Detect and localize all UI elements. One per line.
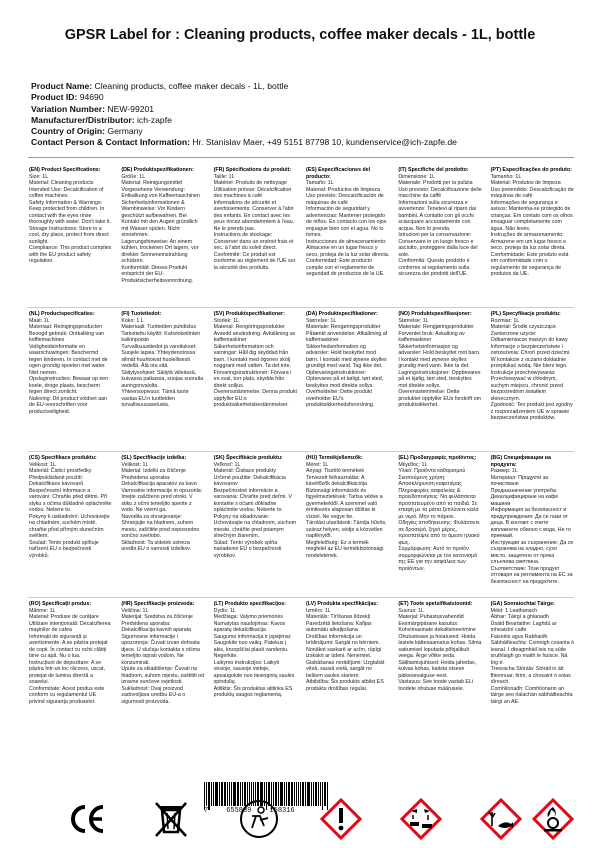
spec-cell-no: (NO) Produktspesifikasjoner: Størrelse: 1L Materiale: Rengjøringsprodukter Forventet bruk: Avkalking av kaffemaskiner Sikkerhetsinformasjon og advarsler: Hold beskyttet mot barn. I kontakt med øynene skylles grundig med vann. Ikke ta det. Lagringsinstruksjoner: Oppbevares på et kjølig, tørt sted, beskyttes mot direkte sollys. Overensstemmelse: Dette produktet oppfyller EUs forskrift om produktsikkerhet. [398,311,482,408]
spec-cell-nl: (NL) Productspecificaties: Maat: 1L Materiaal: Reinigingsproducten Beoogd gebruik: Ontkalking van koffiemachines Veiligheidsinformatie en waarschuwingen: Beschermd tegen kinderen. In contact met de ogen grondig spoelen met water. Niet nemen. Opslaginstructies: Bewaar op een koele, droge plaats, bescherm tegen direct zonlicht. Naleving: Dit product voldoet aan de EU-voorschriften voor productveiligheid. [29,311,109,415]
ghs03-oxidizing-pictogram-icon [532,798,574,840]
info-product-id: Product ID: 94690 [31,92,104,103]
spec-cell-bg: (BG) Спецификации на продукта: Размер: 1L Материал: Продукти за почистване Предназначение употреба: Декалцифициране на кафе машини Информация за безопасност и предупреждения: Да се пази от деца. В контакт с очите изплакнете обилно с вода. Не го приемай. Инструкции за съхранение: Да се съхранява на хладно, сухо място, защитено от пряка слънчева светлина. Съответствие: Този продукт отговаря на регламента на ЕС за безопасност на продуктите. [490,455,574,585]
spec-cell-lv: (LV) Produkta specifikācijas: Izmērs: 1L Materiāls: Tīrīšanas līdzekļi Paredzētā lietošana: Kafijas automātu atkaļķošana Drošības informācija un brīdinājumi: Sargāt no bērniem. Nonākot saskarē ar acīm, rūpīgi izskalot ar ūdeni. Nenemiet. Glabāšanas norādījumi: Uzglabāt vēsā, sausā vietā, sargāt no tiešiem saules stariem. Atbilstība: Šis produkts atbilst ES produktu drošības regulai. [306,601,385,692]
spec-cell-lt: (LT) Produkto specifikacijos: Dydis: 1L Medžiaga: Valymo priemonės Numatytas naudojimas: Kavos aparatų dekalcifikacija Saugumo informacija ir įspėjimai: Saugokite nuo vaikų. Patekus į akis, kruopščiai plauti vandeniu. Negerkite. Laikymo instrukcijos: Laikyti vėsioje, sausoje vietoje, apsaugokite nuo tiesioginių saulės spindulių. Atitiktis: Šis produktas atitinka ES produktų saugos reglamentą. [213,601,295,698]
info-country: Country of Origin: Germany [31,126,143,137]
spec-row [28,452,574,598]
spec-cell-pt: (PT) Especificações do produto: Tamanho: 1L Material: Produtos de limpeza Uso pretendido: Descalcificação de máquinas de café Informações de segurança e avisos: Mantenha-se protegido de crianças. Em contato com os olhos enxaguar completamente com água. Não leves. Instruções de armazenamento: Armazene em um lugar fresco e seco, proteja da luz solar direta. Conformidade: Este produto está em conformidade com o regulamento de segurança de produtos da UE. [490,167,574,277]
compliance-icons [0,798,600,842]
barcode-left-digits: 655889 [226,807,252,815]
spec-cell-es: (ES) Especificaciones del producto: Tamaño: 1L Material: Productos de limpieza Uso previsto: Descalcificación de máquinas de café Información de seguridad y advertencias: Mantener protegido de niños. En contacto con los ojos enjuague bien con el agua. No lo tomes. Instrucciones de almacenamiento: Almacene en un lugar fresco y seco, proteja de la luz solar directa. Conformidad: Este producto cumple con el reglamento de seguridad de productos de la UE. [306,167,390,277]
info-product-name: Product Name: Cleaning products, coffee maker decals - 1L, bottle [31,81,289,91]
spec-cell-hr: (HR) Specifikacije proizvoda: Veličina: 1L Materijal: Sredstva za čišćenje Predviđena uporaba: Dekalcifikacija kavnih aparata Sigurnosne informacije i upozorenja: Čuvati izvan dohvata djece. U slučaju kontakta s očima temeljito isprati vodom. Ne konzumirati. Upute za skladištenje: Čuvati na hladnom, suhom mjestu, zaštititi od izravne sunčeve svjetlosti. Sukladnost: Ovaj proizvod zadovoljava uredbu EU-a o sigurnosti proizvoda. [121,601,205,705]
page-title: GPSR Label for : Cleaning products, coffee maker decals - 1L, bottle [64,27,536,43]
spec-cell-ga: (GA) Sonraíochtaí Táirge: Méid: 1 Leathanach Ábhar: Táirgí a ghlanadh Úsáid Beartaithe: Laghdú ar mheaisíní caife Faisnéis agus Rabhaidh Sábháilteachta: Coinnigh cosanta ó leanaí. I dteagmháil leis na súile sruthlaigh go maith le huisce. Ná tóg é. Treoracha Stórála: Stóráil in áit fhionnuar, tirim, a chosaint ó solas díreach. Comhlíonadh: Comhlíonann an táirge seo rialachán sábháilteachta táirgí an AE. [490,601,574,705]
spec-cell-it: (IT) Specifiche del prodotto: Dimensione: 1L Materiale: Prodotti per la pulizia Uso previsto: Decalcificazione delle macchine da caffè Informazioni sulla sicurezza e avvertenze: Tenetevi al riparo dai bambini. A contatto con gli occhi sciacquare accuratamente con acqua. Non lo prenda. Istruzioni per la conservazione: Conservare in un luogo fresco e asciutto, proteggere dalla luce del sole. Conformità: Questo prodotto è conforme al regolamento sulla sicurezza dei prodotti dell'UE. [398,167,482,277]
spec-cell-pl: (PL) Specyfikacje produktu: Rozmiar: 1L Materiał: Środki czyszczące Zamierzone użycie: Odkamieniacze maszyn do kawy Informacje o bezpieczeństwie i ostrzeżenia: Chroń przed dziećmi. W kontakcie z oczami dokładnie przepłukać wodą. Nie bierz tego. Instrukcje przechowywania: Przechowywać w chłodnym, suchym miejscu, chronić przed bezpośrednim światłem słonecznym. Zgodność: Ten produkt jest zgodny z rozporządzeniem UE w sprawie bezpieczeństwa produktów. [490,311,573,421]
spec-cell-da: (DA) Produktspecifikationer: Størrelse: 1L Materiale: Rengøringsprodukter Påtænkt anvendelse: Afkalkning af kaffemaskiner Sikkerhedsinformation og advarsler: Hold beskyttet mod børn. I kontakt med øjnene skylles grundigt med vand. Tag ikke det. Opbevaringsinstruktioner: Opbevares på et køligt, tørt sted, beskyttes mod direkte sollys. Overholdelse: Dette produkt overholder EU's produktsikkerhedsforordning. [306,311,388,408]
spec-cell-fi: (FI) Tuotetiedot: Koko: 1 L Materiaali: Tuotteiden puhdistus Tarkoitettu käyttö: Kahvinkeitinten kalkinpoisto Turvallisuustiedot ja varoitukset: Suojele lapsia. Yhteydenotossa silmät huuhtoivat huolellisesti vedellä. Älä ota sitä. Säilytysohjeet: Säilytä viileässä, kuivassa paikassa, suojaa suoralta auringonvalolta. Yhteensopivuus: Tämä tuote vastaa EU:n tuotteiden turvallisuusasetusta. [121,311,204,408]
spec-cell-et: (ET) Toote spetsifikatsioonid: Suurus: 1L Materjal: Puhastusvahendid Eesmärgipärane kasutus: Kohvimasinate dekaltsineerimine Ohutusteave ja hoiatused: Hoida lastele kättesaamatus kohas. Silma sattumisel loputada põhjalikult veega. Ärge võtke seda. Säilitamisjuhised: Hoida jahedas, kuivas kohas, kaitsta otsese päikesevalguse eest. Vastavus: See toode vastab ELi toodete ohutuse määrusele. [398,601,482,692]
divider [28,157,574,158]
info-manufacturer: Manufacturer/Distributor: ich-zapfe [31,114,172,125]
specifications-grid [28,164,574,748]
spec-cell-hu: (HU) Termékjellemzők: Méret: 1L Anyag: Tisztító termékek Tervezett felhasználás: A kávéfőzők dekalcifikációja Biztonsági információk és figyelmeztetések: Tartsa védve a gyermekektől. A szemmel való érintkezés alaposan öblítse ki vízzel. Ne vegye be. Tárolási utasítások: Tárolja hűvös, száraz helyen, védje a közvetlen napfénytől. Megfelelőség: Ez a termék megfelel az EU termékbiztonsági rendeletének. [306,455,387,559]
spec-cell-sv: (SV) Produktspecifikationer: Storlek: 1L Material: Rengöringsprodukter Avsedd användning: Avkalkning av kaffemaskiner Säkerhetsinformation och varningar: Håll dig skyddad från barn. I kontakt med ögonen skölj noggrant med vatten. Ta det inte. Förvaringsinstruktioner: Förvara i en sval, torr plats, skydda från direkt solljus. Överensstämmelse: Denna produkt uppfyller EU:s produktsäkerhetsbestämmelser. [213,311,297,408]
recycling-triman-icon [238,798,280,840]
spec-cell-fr: (FR) Spécifications du produit: Taille: 1L Matériel: Produits de nettoyage Utilisation prévue: Décalcification des machines à café Informations de sécurité et avertissements: Conserver à l'abri des enfants. En contact avec les yeux rincez abondamment à l'eau. Ne le prends pas. Instructions de stockage: Conserver dans un endroit frais et sec, à l'abri du soleil direct. Conformité: Ce produit est conforme au règlement de l'UE sur la sécurité des produits. [213,167,296,271]
trash-bin-icon [150,798,192,840]
spec-cell-ro: (RO) Specificații produs: Mărime: 1L Material: Produse de curățare Utilizare intenționată: Decalcifierea mașinilor de cafea Informații de siguranță și avertismente: A se păstra protejat de copii. În contact cu ochii clătiți bine cu apă. Nu o lua. Instrucțiuni de depozitare: A se păstra într-un loc răcoros, uscat, protejat de lumina directă a soarelui. Conformitate: Acest produs este conform cu regulamentul UE privind siguranța produselor. [29,601,111,705]
ghs05-corrosive-pictogram-icon [400,798,442,840]
info-contact: Contact Person & Contact Information: Hr. Stanislav Maer, +49 5151 87798 10, kundenservice@ich-zapfe.de [31,137,457,148]
ghs07-exclamation-pictogram-icon [320,798,362,840]
info-variation-number: Variation Number: NEW-99201 [31,103,155,114]
ghs09-environment-pictogram-icon [480,798,522,840]
ce-mark-icon [66,798,108,840]
product-info [31,81,457,149]
spec-cell-el: (EL) Προδιαγραφές προϊόντος: Μέγεθος: 1L Υλικό: Προϊόντα καθαρισμού Σκοπούμενη χρήση: Αποσκλήρυνση καφετιέρας Πληροφορίες ασφαλείας & προειδοποιήσεις: Να φυλάσσεται προστατευμένο από τα παιδιά. Σε επαφή με τα μάτια ξεπλύνετε καλά με νερό. Μην το πάρετε. Οδηγίες αποθήκευσης: Φυλάσσετε σε δροσερό, ξηρό μέρος, προστατέψτε από το άμεσο ηλιακό φως. Συμμόρφωση: Αυτό το προϊόν συμμορφώνεται με τον κανονισμό της ΕΕ για την ασφάλεια των προϊόντων. [398,455,480,572]
spec-cell-en: (EN) Product Specifications: Size: 1L Material: Cleaning products Intended Use: Decalcification of coffee machines Safety Information & Warnings: Keep protected from children. In contact with the eyes rinse thoroughly with water. Don't take it. Storage Instructions: Store in a cool, dry place, protect from direct sunlight. Compliance: This product complies with the EU product safety regulation. [29,167,112,264]
barcode-right-digits: 158316 [269,807,295,815]
spec-cell-sl: (SL) Specifikacije izdelka: Velikost: 1L Material: Izdelki za čiščenje Predvidena uporaba: Dekalcifikacija aparatov za kavo Varnostne informacije in opozorila: Imejte zaščiteno pred otroki. V stiku z očmi temeljito sperite z vodo. Ne vzemi ga. Navodila za shranjevanje: Shranjujte na hladnem, suhem mestu, zaščitite pred neposredno sončno svetlobo. Skladnost: Ta izdelek ustreza uredbi EU o varnosti izdelkov. [121,455,203,552]
spec-cell-de: (DE) Produktspezifikationen: Größe: 1L Material: Reinigungsmittel Vorgesehene Verwendung: Entkalkung von Kaffeemaschinen Sicherheitsinformationen & Warnhinweise: Vor Kindern geschützt aufbewahren. Bei Kontakt mit den Augen gründlich mit Wasser spülen. Nicht einnehmen. Lagerungshinweise: An einem kühlen, trockenen Ort lagern, vor direkter Sonneneinstrahlung schützen. Konformität: Dieses Produkt entspricht der EU-Produktsicherheitsverordnung. [121,167,200,284]
spec-cell-cs: (CS) Specifikace produktu: Velikost: 1L Materiál: Čisticí prostředky Předpokládané použití: Dekalcifikace kávovarů Bezpečnostní informace a varování: Chraňte před dětmi. Při styku s očima důkladně opláchněte vodou. Nebere to. Pokyny k uskladnění: Uchovávejte na chladném, suchém místě, chraňte před přímým slunečním světlem. Soulad: Tento produkt splňuje nařízení EU o bezpečnosti výrobků. [29,455,112,559]
spec-cell-sk: (SK) Špecifikácie produktu: Veľkosť: 1L Materiál: Čistiace produkty Určené použitie: Dekalcifikácia kávovarov Bezpečnostné informácie a varovania: Chráňte pred deťmi. V kontakte s očami dôkladne opláchnite vodou. Neberte to. Pokyny na skladovanie: Uchovávajte na chladnom, suchom mieste, chráňte pred priamym slnečným žiarením. Súlad: Tento výrobok spĺňa nariadenie EÚ o bezpečnosti výrobkov. [213,455,297,559]
spec-row [28,164,574,308]
spec-row [28,308,574,452]
spec-row [28,598,574,748]
barcode-lead-digit: 7 [204,807,209,815]
